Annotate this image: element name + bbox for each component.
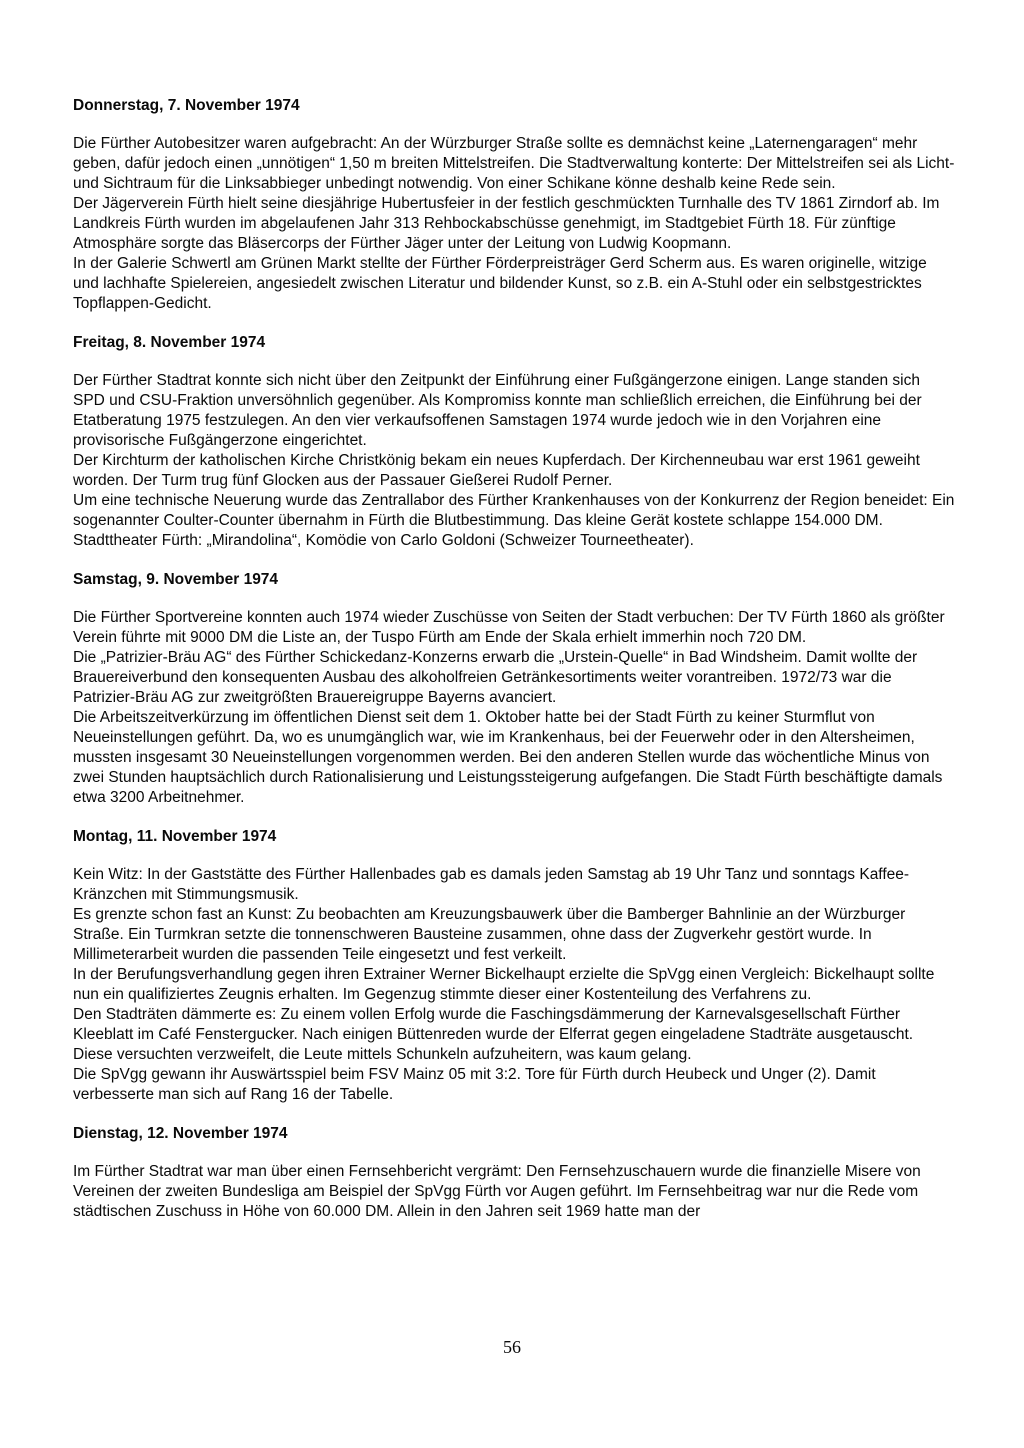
day-section-samstag-9-november bbox=[73, 570, 956, 808]
paragraph: Die SpVgg gewann ihr Auswärtsspiel beim FSV Mainz 05 mit 3:2. Tore für Fürth durch Heubeck und Unger (2). Damit verbesserte man sich auf Rang 16 der Tabelle. bbox=[73, 1066, 876, 1103]
paragraph: Den Stadträten dämmerte es: Zu einem vollen Erfolg wurde die Faschingsdämmerung der Karnevalsgesellschaft Fürther Kleeblatt im Café Fenstergucker. Nach einigen Büttenreden wurde der Elferrat gegen eingeladene Stadträte ausgetauscht. Diese versuchten verzweifelt, die Leute mittels Schunkeln aufzuheitern, was kaum gelang. bbox=[73, 1006, 914, 1063]
paragraph: Der Kirchturm der katholischen Kirche Christkönig bekam ein neues Kupferdach. Der Kirchenneubau war erst 1961 geweiht worden. Der Turm trug fünf Glocken aus der Passauer Gießerei Rudolf Perner. bbox=[73, 452, 920, 489]
paragraph: Der Fürther Stadtrat konnte sich nicht über den Zeitpunkt der Einführung einer Fußgängerzone einigen. Lange standen sich SPD und CSU-Fraktion unversöhnlich gegenüber. Als Kompromiss konnte man schließlich erreichen, die Einführung bei der Etatberatung 1975 festzulegen. An den vier verkaufsoffenen Samstagen 1974 wurde jedoch wie in den Vorjahren eine provisorische Fußgängerzone eingerichtet. bbox=[73, 372, 922, 449]
section-heading: Freitag, 8. November 1974 bbox=[73, 334, 266, 351]
page-number: 56 bbox=[503, 1337, 521, 1357]
section-heading: Montag, 11. November 1974 bbox=[73, 828, 277, 845]
paragraph: Der Jägerverein Fürth hielt seine diesjährige Hubertusfeier in der festlich geschmückten Turnhalle des TV 1861 Zirndorf ab. Im Landkreis Fürth wurden im abgelaufenen Jahr 313 Rehbockabschüsse genehmigt, im Stadtgebiet Fürth 18. Für zünftige Atmosphäre sorgte das Bläsercorps der Fürther Jäger unter der Leitung von Ludwig Koopmann. bbox=[73, 195, 940, 252]
section-heading: Dienstag, 12. November 1974 bbox=[73, 1125, 288, 1142]
day-section-freitag-8-november bbox=[73, 333, 956, 551]
day-section-dienstag-12-november bbox=[73, 1124, 956, 1222]
paragraph: In der Berufungsverhandlung gegen ihren Extrainer Werner Bickelhaupt erzielte die SpVgg einen Vergleich: Bickelhaupt sollte nun ein qualifiziertes Zeugnis erhalten. Im Gegenzug stimmte dieser einer Kostenteilung des Verfahrens zu. bbox=[73, 966, 935, 1003]
document-content bbox=[73, 96, 956, 1222]
section-heading: Samstag, 9. November 1974 bbox=[73, 571, 279, 588]
section-heading: Donnerstag, 7. November 1974 bbox=[73, 97, 300, 114]
paragraph: Die Fürther Sportvereine konnten auch 1974 wieder Zuschüsse von Seiten der Stadt verbuchen: Der TV Fürth 1860 als größter Verein führte mit 9000 DM die Liste an, der Tuspo Fürth am Ende der Skala erhielt immerhin noch 720 DM. bbox=[73, 609, 945, 646]
paragraph: Die Arbeitszeitverkürzung im öffentlichen Dienst seit dem 1. Oktober hatte bei der Stadt Fürth zu keiner Sturmflut von Neueinstellungen geführt. Da, wo es unumgänglich war, wie im Krankenhaus, bei der Feuerwehr oder in den Altersheimen, mussten insgesamt 30 Neueinstellungen vorgenommen werden. Bei den anderen Stellen wurde das wöchentliche Minus von zwei Stunden hauptsächlich durch Rationalisierung und Leistungssteigerung aufgefangen. Die Stadt Fürth beschäftigte damals etwa 3200 Arbeitnehmer. bbox=[73, 709, 943, 806]
paragraph: Um eine technische Neuerung wurde das Zentrallabor des Fürther Krankenhauses von der Konkurrenz der Region beneidet: Ein sogenannter Coulter-Counter übernahm in Fürth die Blutbestimmung. Das kleine Gerät kostete schlappe 154.000 DM. bbox=[73, 492, 955, 529]
paragraph: Es grenzte schon fast an Kunst: Zu beobachten am Kreuzungsbauwerk über die Bamberger Bahnlinie an der Würzburger Straße. Ein Turmkran setzte die tonnenschweren Bausteine zusammen, ohne dass der Zugverkehr gestört wurde. In Millimeterarbeit wurden die passenden Teile eingesetzt und fest verkeilt. bbox=[73, 906, 906, 963]
paragraph: Im Fürther Stadtrat war man über einen Fernsehbericht vergrämt: Den Fernsehzuschauern wurde die finanzielle Misere von Vereinen der zweiten Bundesliga am Beispiel der SpVgg Fürth vor Augen geführt. Im Fernsehbeitrag war nur die Rede vom städtischen Zuschuss in Höhe von 60.000 DM. Allein in den Jahren seit 1969 hatte man der bbox=[73, 1163, 921, 1220]
paragraph: In der Galerie Schwertl am Grünen Markt stellte der Fürther Förderpreisträger Gerd Scherm aus. Es waren originelle, witzige und lachhafte Spielereien, angesiedelt zwischen Literatur und bildender Kunst, so z.B. ein A-Stuhl oder ein selbstgestricktes Topflappen-Gedicht. bbox=[73, 255, 927, 312]
day-section-donnerstag-7-november bbox=[73, 96, 956, 314]
paragraph: Die Fürther Autobesitzer waren aufgebracht: An der Würzburger Straße sollte es demnächst keine „Laternengaragen“ mehr geben, dafür jedoch einen „unnötigen“ 1,50 m breiten Mittelstreifen. Die Stadtverwaltung konterte: Der Mittelstreifen sei als Licht- und Sichtraum für die Linksabbieger unbedingt notwendig. Von einer Schikane könne deshalb keine Rede sein. bbox=[73, 135, 955, 192]
paragraph: Die „Patrizier-Bräu AG“ des Fürther Schickedanz-Konzerns erwarb die „Urstein-Quelle“ in Bad Windsheim. Damit wollte der Brauereiverbund den konsequenten Ausbau des alkoholfreien Getränkesortiments weiter vorantreiben. 1972/73 war die Patrizier-Bräu AG zur zweitgrößten Brauereigruppe Bayerns avanciert. bbox=[73, 649, 918, 706]
paragraph: Stadttheater Fürth: „Mirandolina“, Komödie von Carlo Goldoni (Schweizer Tourneetheater). bbox=[73, 532, 694, 549]
paragraph: Kein Witz: In der Gaststätte des Fürther Hallenbades gab es damals jeden Samstag ab 19 Uhr Tanz und sonntags Kaffee-Kränzchen mit Stimmungsmusik. bbox=[73, 866, 910, 903]
day-section-montag-11-november bbox=[73, 827, 956, 1105]
